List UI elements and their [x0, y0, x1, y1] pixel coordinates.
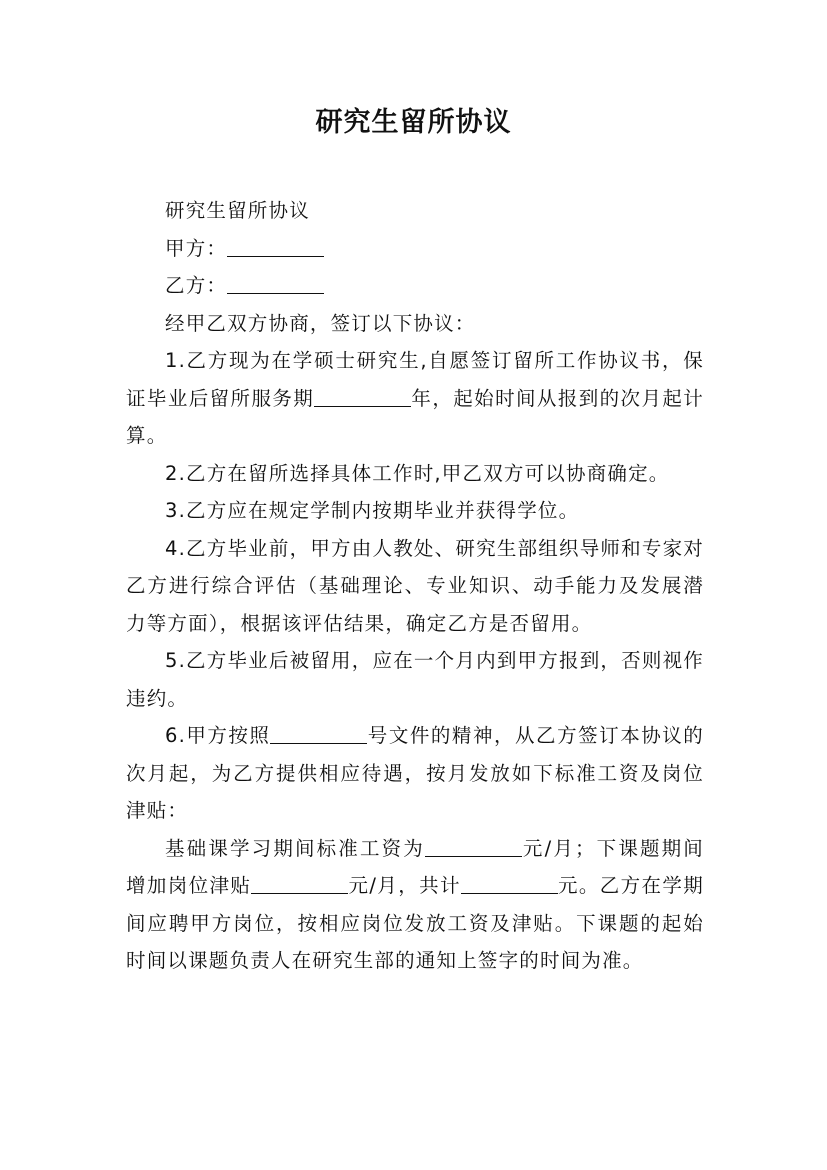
salary-text-4: 元。乙方在学期间应聘甲方岗位，按相应岗位发放工资及津贴。下课题的起始时间以课题负责人在研究生部的通知上签字的时间为准。	[126, 874, 705, 972]
allowance-blank	[251, 874, 348, 895]
clause-6	[126, 717, 704, 830]
document-body	[126, 192, 704, 980]
clause-4: 4.乙方毕业前，甲方由人教处、研究生部组织导师和专家对乙方进行综合评估（基础理论、专业知识、动手能力及发展潜力等方面），根据该评估结果，确定乙方是否留用。	[126, 536, 704, 635]
clause-1-text-a: 1.乙方现为在学硕士研究生,自愿签订留所工作协议书，保证毕业后留所服务期	[126, 349, 704, 410]
salary-text-2: 元/月；下课题期间增加岗位津贴	[126, 836, 705, 897]
party-a-label: 甲方：	[165, 236, 228, 260]
intro-paragraph: 经甲乙双方协商，签订以下协议：	[165, 311, 476, 335]
service-years-blank	[314, 386, 411, 407]
clause-6-text-b: 号文件的精神，从乙方签订本协议的次月起，为乙方提供相应待遇，按月发放如下标准工资及岗位津贴：	[126, 724, 704, 822]
total-blank	[461, 874, 558, 895]
party-a-line	[126, 230, 704, 268]
clause-2: 2.乙方在留所选择具体工作时,甲乙双方可以协商确定。	[165, 461, 670, 485]
document-number-blank	[270, 724, 367, 745]
party-b-blank	[227, 274, 324, 295]
party-b-label: 乙方：	[165, 274, 228, 297]
clause-3: 3.乙方应在规定学制内按期毕业并获得学位。	[165, 499, 580, 522]
clause-1	[126, 342, 704, 455]
clause-1-text-b: 年，起始时间从报到的次月起计算。	[126, 386, 704, 447]
party-b-line	[126, 267, 704, 305]
clause-6-text-a: 6.甲方按照	[165, 724, 271, 747]
salary-text-1: 基础课学习期间标准工资为	[165, 836, 425, 860]
salary-paragraph	[126, 830, 704, 980]
base-salary-blank	[425, 836, 522, 857]
party-a-blank	[227, 236, 324, 257]
clause-5: 5.乙方毕业后被留用，应在一个月内到甲方报到，否则视作违约。	[126, 649, 704, 710]
salary-text-3: 元/月，共计	[348, 874, 461, 897]
document-title: 研究生留所协议	[315, 107, 512, 138]
agreement-subtitle: 研究生留所协议	[165, 199, 310, 222]
